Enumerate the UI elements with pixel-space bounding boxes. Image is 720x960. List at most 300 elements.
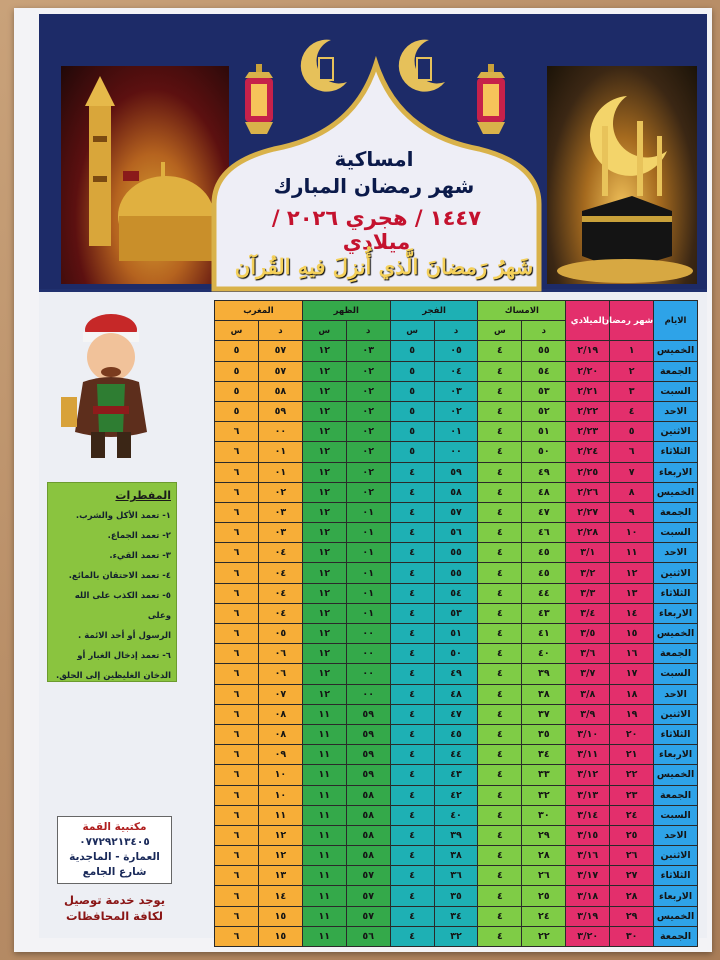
cell-fajr-hour: ٤ [390,805,434,825]
cell-imsak-hour: ٤ [478,745,522,765]
cell-day: السبت [654,523,698,543]
cell-miladi-date: ٢/٢٠ [566,361,610,381]
cell-imsak-min: ٢٥ [522,886,566,906]
cell-ramadan-day: ١٩ [610,704,654,724]
cell-fajr-min: ٤٩ [434,664,478,684]
cell-ramadan-day: ١٤ [610,603,654,623]
cell-maghrib-min: ٥٩ [258,401,302,421]
cell-miladi-date: ٣/٤ [566,603,610,623]
cell-imsak-min: ٢٩ [522,825,566,845]
cell-miladi-date: ٢/٢٧ [566,502,610,522]
poster-subtitle: شهر رمضان المبارك [273,174,475,198]
cell-fajr-hour: ٤ [390,825,434,845]
cell-fajr-hour: ٤ [390,664,434,684]
table-row [215,745,698,765]
cell-imsak-min: ٢٢ [522,926,566,946]
cell-imsak-hour: ٤ [478,583,522,603]
cell-ramadan-day: ١٧ [610,664,654,684]
cell-maghrib-min: ٠٣ [258,502,302,522]
cell-day: الاربعاء [654,603,698,623]
cell-maghrib-hour: ٦ [215,805,259,825]
col-header-maghrib: المغرب [215,301,303,321]
cell-imsak-hour: ٤ [478,523,522,543]
table-row [215,462,698,482]
cell-fajr-min: ٥٧ [434,502,478,522]
cell-miladi-date: ٣/١٠ [566,724,610,744]
shop-address-line2: شارع الجامع [82,866,147,878]
cell-maghrib-hour: ٦ [215,563,259,583]
cell-fajr-hour: ٤ [390,926,434,946]
cell-dhuhr-min: ٠٢ [346,442,390,462]
cell-fajr-hour: ٤ [390,724,434,744]
cell-maghrib-min: ٠٥ [258,624,302,644]
delivery-line1: يوجد خدمة توصيل [63,893,166,907]
cell-dhuhr-min: ٠١ [346,502,390,522]
cell-maghrib-min: ١٠ [258,785,302,805]
cell-day: الخميس [654,624,698,644]
cell-maghrib-hour: ٦ [215,785,259,805]
cell-fajr-hour: ٤ [390,906,434,926]
cell-imsak-min: ٣٩ [522,664,566,684]
cell-fajr-hour: ٤ [390,866,434,886]
cell-ramadan-day: ١ [610,341,654,361]
cell-fajr-min: ٥٤ [434,583,478,603]
fast-breakers-title: المفطرات [115,489,171,502]
cell-maghrib-hour: ٦ [215,644,259,664]
table-row [215,886,698,906]
cell-day: الاحد [654,401,698,421]
subheader-hour: س [302,321,346,341]
cell-ramadan-day: ٢٨ [610,886,654,906]
cell-imsak-hour: ٤ [478,442,522,462]
cell-imsak-min: ٥٠ [522,442,566,462]
cell-day: الخميس [654,341,698,361]
cell-fajr-min: ٥٨ [434,482,478,502]
cell-maghrib-min: ٠٤ [258,603,302,623]
cell-fajr-min: ٣٦ [434,866,478,886]
cell-maghrib-min: ٠٤ [258,543,302,563]
table-row [215,846,698,866]
cell-maghrib-min: ١٢ [258,825,302,845]
crescent-lantern-icon [301,34,351,100]
cell-maghrib-min: ٠٢ [258,482,302,502]
cell-ramadan-day: ٢ [610,361,654,381]
cell-dhuhr-hour: ١٢ [302,381,346,401]
fast-breaker-item: ٣- تعمد القيء. [109,551,171,561]
cell-maghrib-hour: ٦ [215,422,259,442]
cell-ramadan-day: ٤ [610,401,654,421]
cell-fajr-hour: ٤ [390,644,434,664]
cell-miladi-date: ٣/١٦ [566,846,610,866]
cell-maghrib-min: ٠٧ [258,684,302,704]
cell-dhuhr-hour: ١١ [302,825,346,845]
subheader-min: د [346,321,390,341]
cell-maghrib-hour: ٥ [215,361,259,381]
cell-dhuhr-hour: ١٢ [302,583,346,603]
subheader-min: د [434,321,478,341]
cell-imsak-min: ٣٢ [522,785,566,805]
cell-fajr-hour: ٥ [390,381,434,401]
table-row [215,805,698,825]
cell-imsak-min: ٣٥ [522,724,566,744]
cell-miladi-date: ٢/٢٦ [566,482,610,502]
cell-ramadan-day: ١٢ [610,563,654,583]
cell-imsak-min: ٤١ [522,624,566,644]
cell-imsak-min: ٤٦ [522,523,566,543]
cell-dhuhr-hour: ١١ [302,745,346,765]
cell-imsak-hour: ٤ [478,341,522,361]
cell-dhuhr-min: ٠٢ [346,462,390,482]
cell-maghrib-hour: ٦ [215,603,259,623]
cell-maghrib-hour: ٦ [215,926,259,946]
cell-dhuhr-min: ٠٠ [346,644,390,664]
cell-dhuhr-hour: ١٢ [302,664,346,684]
cell-fajr-min: ٠٣ [434,381,478,401]
cell-day: الاثنين [654,846,698,866]
cell-imsak-min: ٤٥ [522,563,566,583]
delivery-line2: لكافة المحافظات [65,909,163,923]
cell-fajr-min: ٥٣ [434,603,478,623]
table-row [215,785,698,805]
cell-maghrib-min: ١٤ [258,886,302,906]
cell-miladi-date: ٢/٢٤ [566,442,610,462]
poster-body [39,292,707,942]
table-row [215,724,698,744]
cell-maghrib-min: ٥٨ [258,381,302,401]
cell-maghrib-hour: ٦ [215,906,259,926]
cell-miladi-date: ٣/٢ [566,563,610,583]
table-row [215,422,698,442]
cell-dhuhr-min: ٠١ [346,543,390,563]
cell-dhuhr-hour: ١٢ [302,624,346,644]
cell-ramadan-day: ١١ [610,543,654,563]
cell-imsak-min: ٥٢ [522,401,566,421]
cell-ramadan-day: ٨ [610,482,654,502]
cell-fajr-hour: ٤ [390,704,434,724]
cell-maghrib-min: ٠٤ [258,583,302,603]
cell-imsak-hour: ٤ [478,866,522,886]
cell-maghrib-min: ٥٧ [258,361,302,381]
cell-imsak-min: ٤٠ [522,644,566,664]
cell-dhuhr-hour: ١٢ [302,341,346,361]
cell-maghrib-min: ١١ [258,805,302,825]
fast-breaker-item: ٥- تعمد الكذب على الله وعلى [74,591,171,621]
table-row [215,523,698,543]
cell-dhuhr-min: ٥٧ [346,906,390,926]
cell-imsak-hour: ٤ [478,502,522,522]
cell-dhuhr-hour: ١١ [302,886,346,906]
cell-dhuhr-min: ٠٢ [346,482,390,502]
subheader-hour: س [478,321,522,341]
cell-imsak-hour: ٤ [478,724,522,744]
subheader-hour: س [215,321,259,341]
table-row [215,583,698,603]
cell-dhuhr-min: ٠٠ [346,664,390,684]
cell-fajr-min: ٠٠ [434,442,478,462]
cell-dhuhr-hour: ١١ [302,765,346,785]
poster-header [39,14,707,289]
cell-imsak-hour: ٤ [478,462,522,482]
cell-maghrib-hour: ٦ [215,866,259,886]
table-row [215,906,698,926]
cell-day: الاثنين [654,563,698,583]
cell-maghrib-hour: ٦ [215,442,259,462]
quran-verse: شَهرُ رَمضانَ الَّذي أُنزِلَ فيهِ القُرآن [234,254,534,279]
cell-fajr-min: ٤٧ [434,704,478,724]
poster-title: امساكية [334,147,414,171]
table-row [215,765,698,785]
cell-fajr-hour: ٤ [390,523,434,543]
cell-dhuhr-hour: ١٢ [302,462,346,482]
cell-maghrib-min: ٠٦ [258,644,302,664]
cell-dhuhr-hour: ١١ [302,906,346,926]
cell-dhuhr-min: ٠٢ [346,401,390,421]
cell-imsak-hour: ٤ [478,704,522,724]
cell-imsak-hour: ٤ [478,886,522,906]
cell-dhuhr-hour: ١٢ [302,603,346,623]
cell-day: الثلاثاء [654,583,698,603]
cell-dhuhr-hour: ١٢ [302,684,346,704]
cell-ramadan-day: ٢٣ [610,785,654,805]
cell-fajr-min: ٣٢ [434,926,478,946]
col-header-miladi: الميلادي [566,301,610,341]
cell-day: الجمعة [654,785,698,805]
cell-fajr-hour: ٥ [390,401,434,421]
cell-maghrib-hour: ٦ [215,684,259,704]
cell-imsak-min: ٣٠ [522,805,566,825]
cell-imsak-min: ٤٨ [522,482,566,502]
cell-maghrib-min: ٠٨ [258,704,302,724]
cell-miladi-date: ٣/١٩ [566,906,610,926]
fast-breakers-box [47,482,177,682]
shop-info-box [57,816,172,884]
table-row [215,684,698,704]
cell-fajr-min: ٣٤ [434,906,478,926]
cell-imsak-hour: ٤ [478,624,522,644]
cell-fajr-hour: ٤ [390,886,434,906]
cell-dhuhr-min: ٥٩ [346,724,390,744]
lantern-icon [471,64,511,140]
table-row [215,603,698,623]
fast-breaker-item: ٦- تعمد إدخال الغبار أو [77,651,171,661]
cell-maghrib-min: ٠٩ [258,745,302,765]
side-panel [45,296,175,924]
cell-imsak-hour: ٤ [478,543,522,563]
cell-day: الاربعاء [654,886,698,906]
kaaba-illustration [547,66,697,284]
cell-miladi-date: ٢/٢١ [566,381,610,401]
cell-dhuhr-min: ٠١ [346,563,390,583]
cell-fajr-hour: ٤ [390,765,434,785]
cell-ramadan-day: ٢٤ [610,805,654,825]
cell-fajr-hour: ٤ [390,745,434,765]
cell-day: الثلاثاء [654,724,698,744]
cell-dhuhr-hour: ١٢ [302,361,346,381]
cell-day: الخميس [654,906,698,926]
cell-imsak-hour: ٤ [478,825,522,845]
cell-miladi-date: ٣/٦ [566,644,610,664]
table-row [215,341,698,361]
cell-day: السبت [654,381,698,401]
cell-dhuhr-min: ٠١ [346,583,390,603]
cell-dhuhr-min: ٥٩ [346,704,390,724]
cell-imsak-min: ٤٥ [522,543,566,563]
table-row [215,664,698,684]
cell-miladi-date: ٣/١٨ [566,886,610,906]
cell-ramadan-day: ٢٥ [610,825,654,845]
cell-maghrib-min: ١٢ [258,846,302,866]
cell-imsak-min: ٣٨ [522,684,566,704]
cell-imsak-min: ٢٨ [522,846,566,866]
cell-dhuhr-hour: ١١ [302,704,346,724]
cell-maghrib-min: ٠٨ [258,724,302,744]
cell-fajr-min: ٥١ [434,624,478,644]
cell-miladi-date: ٣/٣ [566,583,610,603]
cell-maghrib-hour: ٦ [215,502,259,522]
cell-fajr-hour: ٤ [390,563,434,583]
cell-fajr-hour: ٥ [390,361,434,381]
cell-maghrib-min: ٠٠ [258,422,302,442]
cell-ramadan-day: ٦ [610,442,654,462]
cell-dhuhr-hour: ١٢ [302,482,346,502]
subheader-hour: س [390,321,434,341]
cell-imsak-min: ٤٤ [522,583,566,603]
cell-fajr-hour: ٤ [390,583,434,603]
cell-dhuhr-hour: ١١ [302,785,346,805]
subheader-min: د [258,321,302,341]
table-row [215,644,698,664]
cell-dhuhr-hour: ١٢ [302,442,346,462]
cell-maghrib-hour: ٦ [215,825,259,845]
cell-miladi-date: ٣/٥ [566,624,610,644]
cell-maghrib-hour: ٦ [215,745,259,765]
cell-maghrib-min: ٠١ [258,462,302,482]
cell-imsak-hour: ٤ [478,805,522,825]
cell-dhuhr-hour: ١٢ [302,543,346,563]
cell-day: السبت [654,664,698,684]
cell-fajr-hour: ٤ [390,462,434,482]
cell-dhuhr-min: ٠١ [346,603,390,623]
cell-imsak-min: ٥٣ [522,381,566,401]
cell-maghrib-min: ٠٤ [258,563,302,583]
cell-ramadan-day: ٩ [610,502,654,522]
table-body [215,341,698,947]
cell-fajr-hour: ٤ [390,684,434,704]
cell-dhuhr-min: ٥٨ [346,805,390,825]
cell-imsak-hour: ٤ [478,926,522,946]
cell-imsak-hour: ٤ [478,906,522,926]
cell-fajr-min: ٣٩ [434,825,478,845]
cell-miladi-date: ٣/٧ [566,664,610,684]
cell-maghrib-min: ٥٧ [258,341,302,361]
subheader-min: د [522,321,566,341]
fast-breaker-item: الدخان الغليظين إلى الحلق. [55,671,171,681]
kaaba-image [547,66,697,284]
cell-dhuhr-min: ٠٠ [346,684,390,704]
cell-fajr-hour: ٥ [390,341,434,361]
cell-maghrib-min: ٠١ [258,442,302,462]
cell-ramadan-day: ٢١ [610,745,654,765]
cell-ramadan-day: ٣٠ [610,926,654,946]
cell-fajr-hour: ٤ [390,502,434,522]
cell-fajr-hour: ٥ [390,442,434,462]
cell-imsak-hour: ٤ [478,664,522,684]
col-header-fajr: الفجر [390,301,478,321]
cell-maghrib-min: ١٥ [258,926,302,946]
cell-miladi-date: ٢/٢٥ [566,462,610,482]
cell-ramadan-day: ٣ [610,381,654,401]
cell-imsak-hour: ٤ [478,684,522,704]
table-row [215,502,698,522]
cell-miladi-date: ٣/١ [566,543,610,563]
cell-imsak-hour: ٤ [478,644,522,664]
cell-imsak-hour: ٤ [478,765,522,785]
cell-dhuhr-hour: ١٢ [302,644,346,664]
cell-dhuhr-min: ٥٨ [346,785,390,805]
cell-maghrib-hour: ٥ [215,341,259,361]
cell-miladi-date: ٣/١٢ [566,765,610,785]
cell-day: الاربعاء [654,462,698,482]
cell-fajr-min: ٤٤ [434,745,478,765]
table-row [215,361,698,381]
cell-day: الخميس [654,482,698,502]
cell-imsak-hour: ٤ [478,361,522,381]
cell-imsak-min: ٢٦ [522,866,566,886]
cell-maghrib-hour: ٦ [215,704,259,724]
fast-breakers-list [53,506,171,686]
cell-maghrib-hour: ٦ [215,462,259,482]
cell-fajr-min: ٠٢ [434,401,478,421]
cell-day: السبت [654,805,698,825]
cell-fajr-min: ٤٥ [434,724,478,744]
cell-dhuhr-hour: ١١ [302,805,346,825]
cell-ramadan-day: ٢٠ [610,724,654,744]
cell-ramadan-day: ١٨ [610,684,654,704]
cell-dhuhr-min: ٠٢ [346,422,390,442]
cell-ramadan-day: ٢٦ [610,846,654,866]
cell-imsak-min: ٣٤ [522,745,566,765]
cell-fajr-min: ٥٦ [434,523,478,543]
delivery-note [47,892,182,924]
cell-dhuhr-hour: ١٢ [302,422,346,442]
cell-fajr-min: ٠٥ [434,341,478,361]
cell-imsak-min: ٤٧ [522,502,566,522]
table-row [215,381,698,401]
cell-dhuhr-hour: ١٢ [302,502,346,522]
table-header-row [215,301,698,321]
cell-miladi-date: ٣/٩ [566,704,610,724]
cell-maghrib-hour: ٦ [215,523,259,543]
cell-imsak-min: ٥١ [522,422,566,442]
table-row [215,401,698,421]
shop-name: مكتبية القمة [82,821,147,833]
cell-maghrib-min: ٠٣ [258,523,302,543]
table-row [215,704,698,724]
cell-maghrib-min: ١٣ [258,866,302,886]
cell-fajr-hour: ٤ [390,603,434,623]
col-header-day: الايام [654,301,698,341]
cell-maghrib-hour: ٦ [215,846,259,866]
cell-fajr-min: ٣٥ [434,886,478,906]
crescent-lantern-icon [399,34,449,100]
cell-day: الجمعة [654,644,698,664]
cell-fajr-hour: ٤ [390,482,434,502]
table-row [215,442,698,462]
cell-dhuhr-min: ٠٣ [346,341,390,361]
cell-dhuhr-min: ٥٧ [346,866,390,886]
ramadan-character-image [53,302,168,462]
cell-dhuhr-min: ٥٨ [346,846,390,866]
